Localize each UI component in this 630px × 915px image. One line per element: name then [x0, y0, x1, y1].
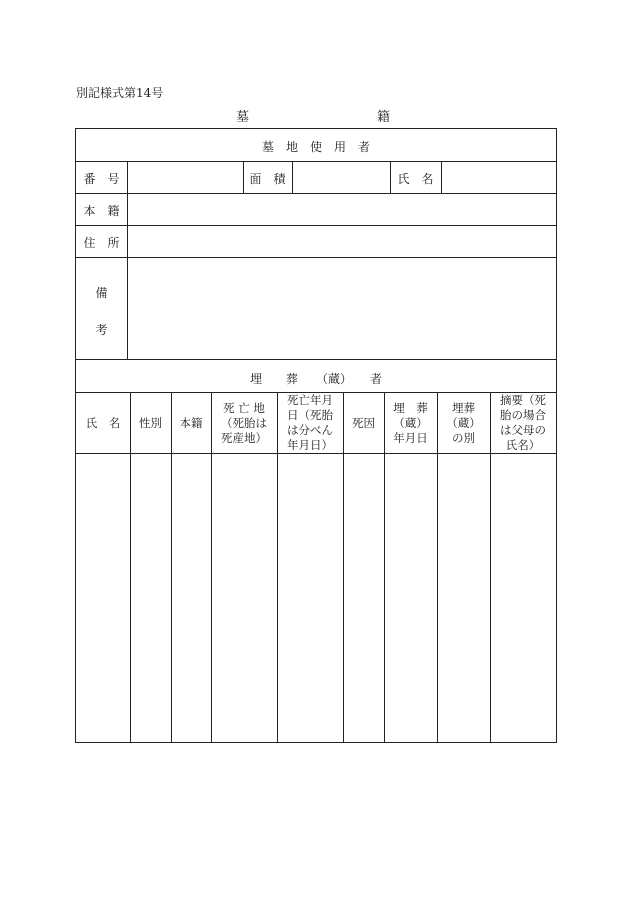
- col-head-shiin: 死因: [352, 416, 375, 430]
- label-shimei: 氏 名: [397, 172, 434, 186]
- user-header: 墓 地 使 用 者: [261, 140, 370, 154]
- label-biko-2: 考: [95, 323, 108, 337]
- document-title-char-2: 籍: [377, 110, 391, 125]
- col-head-seibetsu: 性別: [139, 416, 162, 430]
- col-head-honseki: 本籍: [179, 416, 203, 430]
- burial-header: 埋 葬 （蔵） 者: [249, 372, 382, 386]
- burial-table: [75, 359, 557, 743]
- value-bango[interactable]: [128, 162, 242, 192]
- value-biko[interactable]: [128, 258, 556, 358]
- value-honseki[interactable]: [128, 194, 556, 224]
- col-head-maisonengappi: 埋 葬 （蔵） 年月日: [393, 401, 428, 445]
- burial-entry-area[interactable]: [76, 454, 556, 742]
- col-head-shibonengappi: 死亡年月 日（死胎 は分べん 年月日）: [287, 393, 333, 452]
- col-head-maisonobetsu: 埋葬 （蔵） の別: [446, 401, 481, 445]
- col-head-shiboti: 死 亡 地 （死胎は 死産地）: [221, 401, 267, 445]
- label-jusho: 住 所: [83, 236, 120, 250]
- label-biko-1: 備: [95, 286, 108, 300]
- document-title-char-1: 墓: [236, 110, 250, 125]
- value-shimei[interactable]: [442, 162, 556, 192]
- label-menseki: 面 積: [249, 172, 286, 186]
- col-head-shimei: 氏 名: [85, 416, 121, 430]
- col-head-tekiyo: 摘要（死 胎の場合 は父母の 氏名）: [500, 393, 546, 452]
- label-bango: 番 号: [83, 172, 120, 186]
- label-honseki: 本 籍: [83, 204, 120, 218]
- form-id: 別記様式第14号: [76, 86, 164, 100]
- value-menseki[interactable]: [293, 162, 389, 192]
- user-table: [75, 128, 557, 360]
- value-jusho[interactable]: [128, 226, 556, 256]
